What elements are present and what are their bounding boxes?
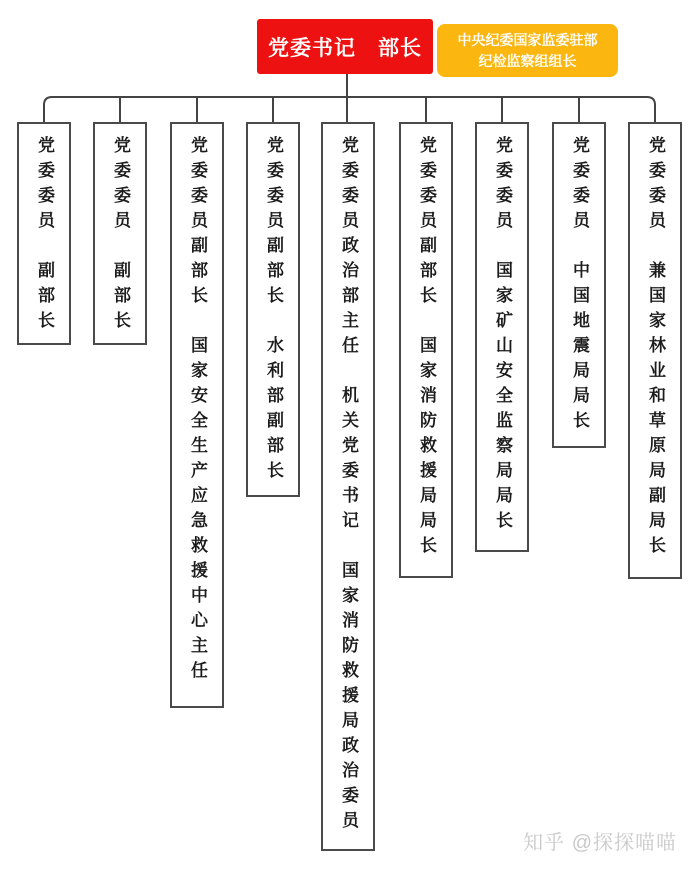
horizontal-rail (44, 97, 655, 123)
org-node-member-6 (399, 122, 453, 578)
org-node-member-3 (170, 122, 224, 708)
org-node-label: 党委委员 中国地震局局长 (570, 136, 589, 436)
org-node-label: 党委委员副部长 国家安全生产应急救援中心主任 (188, 136, 207, 686)
org-node-root-label: 党委书记 部长 (268, 36, 422, 60)
watermark: 知乎 @探探喵喵 (523, 832, 677, 854)
org-node-label: 党委委员政治部主任 机关党委书记 国家消防救援局政治委员 (339, 136, 358, 836)
org-node-label: 党委委员副部长 水利部副部长 (264, 136, 283, 486)
org-node-member-5 (321, 122, 375, 851)
org-node-member-9 (628, 122, 682, 579)
org-node-member-1 (17, 122, 71, 345)
org-node-root (257, 19, 433, 74)
org-node-label: 党委委员副部长 国家消防救援局局长 (417, 136, 436, 561)
org-node-member-8 (552, 122, 606, 448)
org-node-label: 党委委员 副部长 (111, 136, 130, 336)
org-node-discipline-inspection (437, 24, 618, 77)
side-node-label-line2: 纪检监察组组长 (478, 52, 577, 69)
org-node-member-7 (475, 122, 529, 552)
org-node-label: 党委委员 副部长 (35, 136, 54, 336)
org-node-label: 党委委员 兼国家林业和草原局副局长 (646, 136, 665, 561)
org-node-label: 党委委员 国家矿山安全监察局局长 (493, 136, 512, 536)
org-node-member-2 (93, 122, 147, 345)
side-node-label-line1: 中央纪委国家监委驻部 (457, 31, 598, 48)
org-node-member-4 (246, 122, 300, 497)
